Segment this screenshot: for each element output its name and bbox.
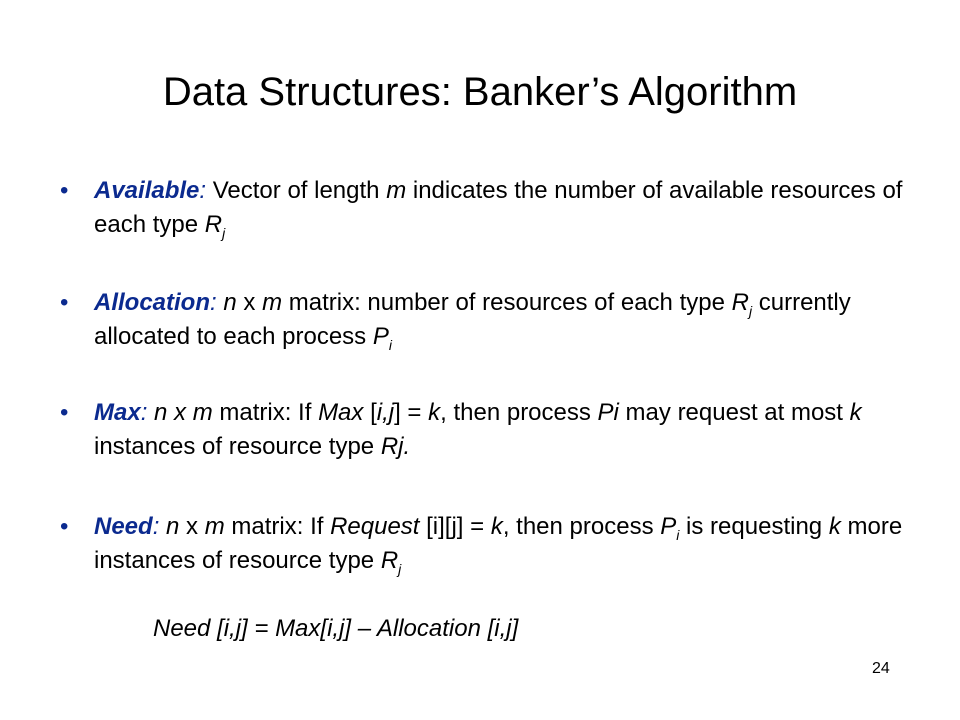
bullet-dot: •: [60, 177, 69, 204]
bullet-text: Allocation: n x m matrix: number of resources of each type $R_j$ currently allocated to each process $P_i$: [94, 289, 851, 353]
bullet-allocation: [60, 286, 910, 354]
bullet-need: [60, 510, 910, 578]
term-max: Max: [94, 399, 141, 426]
bullet-dot: •: [60, 399, 69, 426]
bullet-text: Max: n x m matrix: If Max [i,j] = k, then process Pi may request at most k instances of resource type Rj.: [94, 399, 862, 460]
bullet-text: Need: n x m matrix: If Request [i][j] = k, then process $P_i$ is requesting k more instances of resource type $R_j$: [94, 513, 903, 577]
term-available: Available: [94, 177, 200, 204]
bullet-max: [60, 396, 910, 464]
bullet-dot: •: [60, 289, 69, 316]
bullet-text: Available: Vector of length m indicates the number of available resources of each type $R_j$: [94, 177, 903, 241]
bullet-dot: •: [60, 513, 69, 540]
term-need: Need: [94, 513, 153, 540]
slide-title: Data Structures: Banker’s Algorithm: [162, 70, 798, 114]
bullet-available: [60, 174, 910, 242]
term-allocation: Allocation: [94, 289, 211, 316]
need-formula: Need [i,j] = Max[i,j] – Allocation [i,j]: [153, 615, 519, 642]
page-number: 24: [872, 660, 890, 677]
